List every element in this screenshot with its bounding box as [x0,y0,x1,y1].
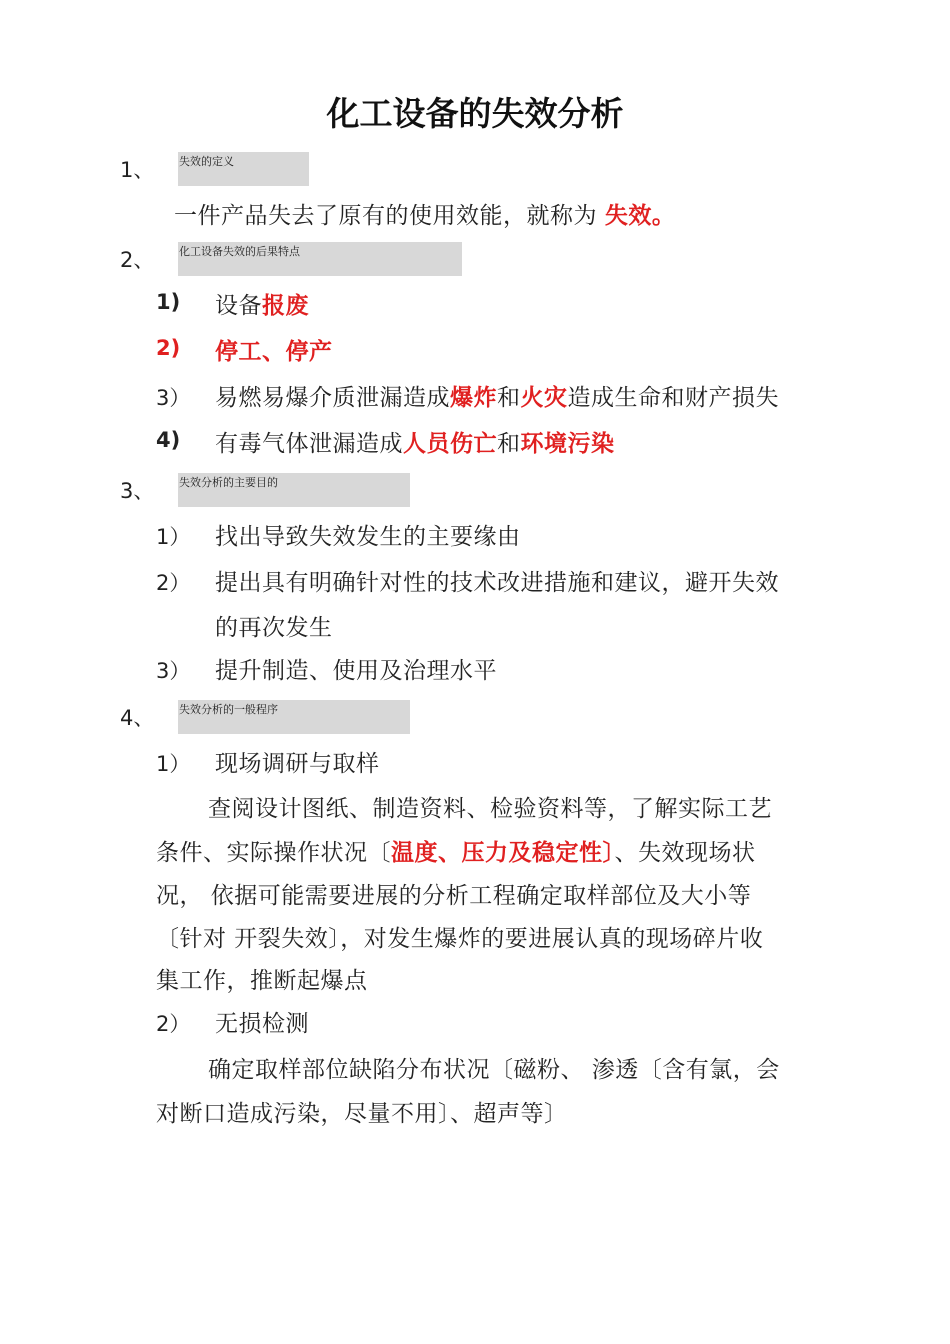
section-4-number: 4、 [120,706,155,730]
consequence-4-highlight-a: 人员伤亡 [403,431,497,457]
step-1-para-line-2 [156,834,756,867]
step-1-para-line-2-a: 条件、实际操作状况〔 [156,840,391,866]
step-2-para-line-1: 确定取样部位缺陷分布状况〔磁粉、 渗透〔含有氯，会 [208,1057,780,1083]
definition-highlight: 失效。 [604,203,676,229]
consequence-3-marker: 3） [156,386,191,410]
section-4-heading: 失效分析的一般程序 [178,700,410,734]
consequence-4-text-a: 有毒气体泄漏造成 [215,431,403,457]
page-title: 化工设备的失效分析 [326,94,624,133]
section-1-heading: 失效的定义 [178,152,309,186]
consequence-3 [215,379,779,412]
step-1-para-line-1: 查阅设计图纸、制造资料、检验资料等，了解实际工艺 [208,796,772,822]
consequence-2-highlight: 停工、停产 [215,339,333,365]
step-1-para-line-5: 集工作，推断起爆点 [156,968,368,994]
step-1-title: 现场调研与取样 [215,751,380,777]
consequence-4 [215,425,615,458]
definition-line [174,197,675,230]
purpose-3-marker: 3） [156,659,191,683]
purpose-1-marker: 1） [156,525,191,549]
consequence-1-marker: 1) [156,290,181,314]
consequence-3-text-a: 易燃易爆介质泄漏造成 [215,385,450,411]
step-1-para-line-2-b: 、失效现场状 [614,840,756,866]
consequence-1-text: 设备 [215,293,262,319]
purpose-2: 提出具有明确针对性的技术改进措施和建议，避开失效 [215,570,779,596]
purpose-1: 找出导致失效发生的主要缘由 [215,524,521,550]
step-2-title: 无损检测 [215,1011,309,1037]
section-2-number: 2、 [120,248,155,272]
consequence-3-text-c: 造成生命和财产损失 [567,385,779,411]
consequence-1 [215,287,309,320]
consequence-1-highlight: 报废 [262,293,309,319]
consequence-4-highlight-b: 环境污染 [520,431,615,457]
consequence-4-marker: 4) [156,428,181,452]
consequence-3-highlight-a: 爆炸 [450,385,497,411]
step-1-para-line-3: 况， 依据可能需要进展的分析工程确定取样部位及大小等 [156,883,752,909]
consequence-2-marker: 2) [156,336,181,360]
purpose-2-continued: 的再次发生 [215,615,333,641]
step-1-marker: 1） [156,752,191,776]
step-1-para-highlight: 温度、压力及稳定性〕 [391,840,615,866]
section-1-number: 1、 [120,158,155,182]
step-1-para-line-4: 〔针对 开裂失效〕，对发生爆炸的要进展认真的现场碎片收 [156,926,764,952]
step-2-marker: 2） [156,1012,191,1036]
consequence-4-text-b: 和 [497,431,521,457]
section-3-number: 3、 [120,479,155,503]
section-2-heading: 化工设备失效的后果特点 [178,242,462,276]
consequence-3-text-b: 和 [497,385,521,411]
consequence-2 [215,333,333,366]
purpose-3: 提升制造、使用及治理水平 [215,658,497,684]
consequence-3-highlight-b: 火灾 [520,385,568,411]
section-3-heading: 失效分析的主要目的 [178,473,410,507]
step-2-para-line-2: 对断口造成污染，尽量不用〕、超声等〕 [156,1101,568,1127]
purpose-2-marker: 2） [156,571,191,595]
definition-text: 一件产品失去了原有的使用效能，就称为 [174,203,597,229]
